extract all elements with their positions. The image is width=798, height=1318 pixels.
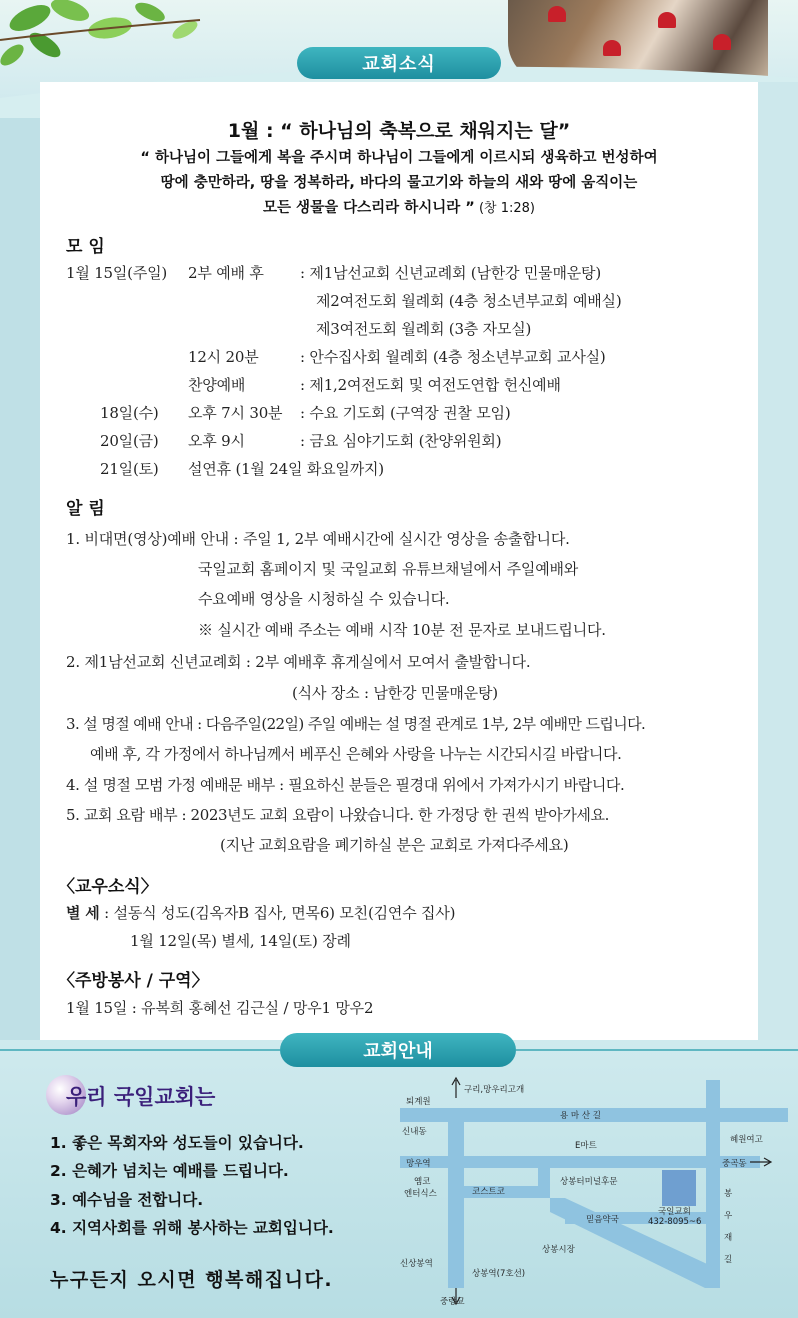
notice-line: 4. 설 명절 모범 가정 예배문 배부 : 필요하신 분들은 필경대 위에서 가져가시기 바랍니다. [66,776,625,794]
meeting-time: 오후 9시 [188,432,245,450]
meeting-time: 12시 20분 [188,348,259,366]
meeting-desc: : 금요 심야기도회 (찬양위원회) [300,432,502,450]
map-road-bongu [706,1080,720,1288]
meeting-date: 21일(토) [100,460,159,478]
church-building-icon [662,1170,696,1206]
map-road-diagonal [550,1198,720,1288]
obituary-date: 1월 12일(목) 별세, 14일(토) 장례 [130,932,351,950]
map-label: 봉 [724,1189,733,1199]
section-title-church-info: 교회안내 [280,1033,516,1067]
right-band [758,82,798,1040]
notice-line: ※ 실시간 예배 주소는 예배 시작 10분 전 문자로 보내드립니다. [198,621,606,639]
map-label: 퇴계원 [406,1097,431,1107]
meeting-date: 20일(금) [100,432,159,450]
meeting-time: 2부 예배 후 [188,264,264,282]
notice-line: 국일교회 홈페이지 및 국일교회 유튜브채널에서 주일예배와 [198,560,579,578]
notice-line: 예배 후, 각 가정에서 하나님께서 베푸신 은혜와 사랑을 나누는 시간되시길 바랍니다. [90,745,622,763]
notices-heading: 알 림 [66,499,105,519]
notice-line: 수요예배 영상을 시청하실 수 있습니다. [198,590,450,608]
section-title-church-news: 교회소식 [297,47,501,79]
up-arrow-icon [452,1078,460,1098]
notice-line: (지난 교회요람을 폐기하실 분은 교회로 가져다주세요) [220,836,569,854]
map-label: 길 [724,1255,733,1265]
map-label: 상봉역(7호선) [472,1269,526,1279]
divider-line [0,1049,280,1051]
church-intro-title-wrap [46,1075,256,1115]
church-intro-item: 4. 지역사회를 위해 봉사하는 교회입니다. [50,1219,334,1237]
monthly-theme-title: 1월 : “ 하나님의 축복으로 채워지는 달” [227,120,571,142]
map-road-terminal [538,1168,550,1198]
meeting-desc: 제3여전도회 월례회 (3층 자모실) [316,320,532,338]
meeting-desc: 제2여전도회 월례회 (4층 청소년부교회 예배실) [316,292,622,310]
obituary-text: : 설동식 성도(김옥자B 집사, 면목6) 모친(김연수 집사) [99,904,456,922]
members-news-heading: 〈교우소식〉 [58,877,158,897]
notice-line: 1. 비대면(영상)예배 안내 : 주일 1, 2부 예배시간에 실시간 영상을 송출합니다. [66,530,570,548]
santa-hat-icon [658,12,676,28]
verse-line-1: “ 하나님이 그들에게 복을 주시며 하나님이 그들에게 이르시되 생육하고 번성하여 [140,150,658,166]
meeting-time: 오후 7시 30분 [188,404,283,422]
notice-line: (식사 장소 : 남한강 민물매운탕) [292,684,498,702]
meeting-date: 18일(수) [100,404,159,422]
map-label: 국일교회 [658,1207,691,1217]
notice-line: 3. 설 명절 예배 안내 : 다음주일(22일) 주일 예배는 설 명절 관계로 1부, 2부 예배만 드립니다. [66,715,646,733]
map-label: 상봉터미널후문 [560,1177,618,1187]
map-label: 상봉시장 [542,1245,575,1255]
meeting-desc: : 제1남선교회 신년교례회 (남한강 민물매운탕) [300,264,601,282]
meeting-time: 찬양예배 [188,376,246,394]
map-label: 재 [724,1233,733,1243]
church-intro-title: 우리 국일교회는 [66,1085,216,1109]
verse-reference: (창 1:28) [474,201,535,216]
kitchen-service-heading: 〈주방봉사 / 구역〉 [58,971,209,991]
verse-line-3 [0,196,798,221]
map-label: 신상봉역 [400,1259,433,1269]
map-label: E마트 [575,1141,597,1151]
kitchen-service-line: 1월 15일 : 유복희 홍혜선 김근실 / 망우1 망우2 [66,999,374,1017]
santa-hat-icon [548,6,566,22]
map-label: 신내동 [402,1127,427,1137]
church-intro-item: 1. 좋은 목회자와 성도들이 있습니다. [50,1134,304,1152]
map-label: 중곡동 [722,1159,747,1169]
obituary-label: 별 세 [66,904,100,922]
map-label: 구리,망우리고개 [464,1085,525,1095]
map-label: 용 마 산 길 [560,1111,601,1121]
notice-line: 2. 제1남선교회 신년교례회 : 2부 예배후 휴게실에서 모여서 출발합니다. [66,653,531,671]
location-map [400,1072,788,1310]
meeting-desc: : 제1,2여전도회 및 여전도연합 헌신예배 [300,376,561,394]
map-label: 망우역 [406,1159,431,1169]
church-intro-item: 3. 예수님을 전합니다. [50,1191,204,1209]
map-label: 432-8095~6 [648,1217,702,1227]
meeting-desc: : 수요 기도회 (구역장 권찰 모임) [300,404,511,422]
church-intro-item: 2. 은혜가 넘치는 예배를 드립니다. [50,1162,289,1180]
map-label: 믿음약국 [586,1215,619,1225]
map-label: 옘코 [414,1177,431,1187]
obituary-line [66,902,455,923]
verse-line-2: 땅에 충만하라, 땅을 정복하라, 바다의 물고기와 하늘의 새와 땅에 움직이는 [160,175,638,191]
map-label: 코스트코 [472,1187,505,1197]
santa-hat-icon [713,34,731,50]
meeting-time: 설연휴 (1월 24일 화요일까지) [188,460,384,478]
welcome-message: 누구든지 오시면 행복해집니다. [50,1269,334,1291]
map-label: 중랑교 [440,1297,465,1307]
map-label: 혜원여고 [730,1135,763,1145]
meetings-heading: 모 임 [66,237,105,257]
divider-line [516,1049,798,1051]
map-label: 엔터식스 [404,1189,437,1199]
meeting-desc: : 안수집사회 월례회 (4층 청소년부교회 교사실) [300,348,606,366]
notice-line: 5. 교회 요람 배부 : 2023년도 교회 요람이 나왔습니다. 한 가정당 한 권씩 받아가세요. [66,806,609,824]
map-label: 우 [724,1211,733,1221]
verse-text: 모든 생물을 다스리라 하시니라 ” [263,200,475,216]
santa-hat-icon [603,40,621,56]
meeting-date: 1월 15일(주일) [66,264,168,282]
